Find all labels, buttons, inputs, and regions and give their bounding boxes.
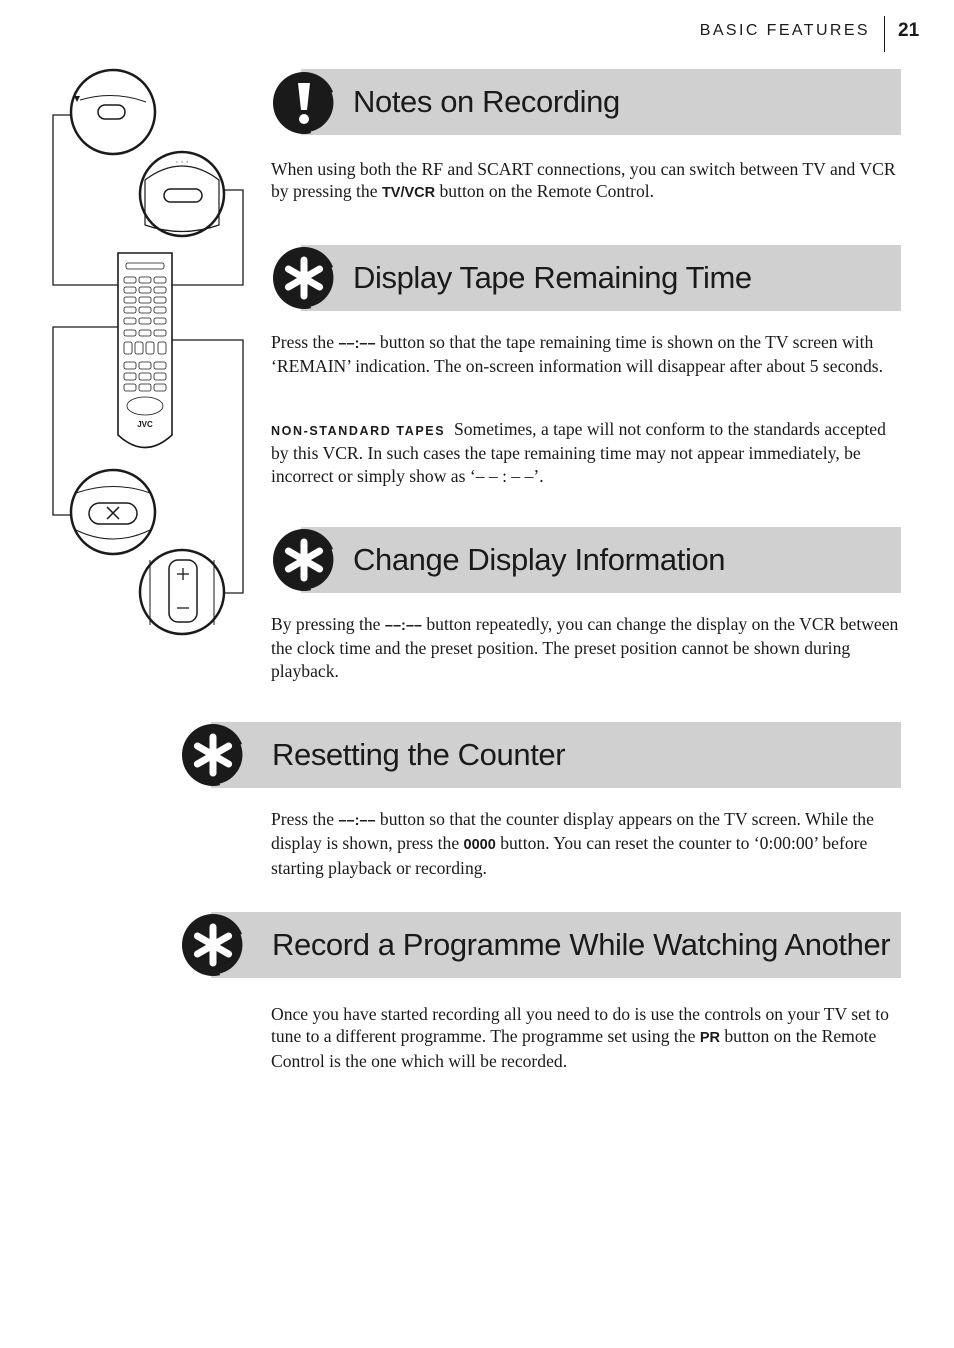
section-title: Display Tape Remaining Time <box>353 260 752 295</box>
pr-button-label: PR <box>699 1030 720 1047</box>
section-body: Press the ––:–– button so that the tape remaining time is shown on the TV screen with ‘REMAIN’ indication. The on-screen information will disappear after about 5 seconds. <box>271 332 884 377</box>
counter-reset-button-label: 0000 <box>463 837 496 854</box>
zoom-display-button <box>140 152 224 236</box>
display-button-label: ––:–– <box>384 618 422 634</box>
remote-brand-logo: JVC <box>137 420 153 429</box>
header-divider <box>884 16 885 52</box>
tv-vcr-button-label: TV/VCR <box>381 185 436 202</box>
asterisk-icon <box>271 527 337 593</box>
remote-body <box>118 253 172 448</box>
asterisk-icon <box>180 722 246 788</box>
display-button-label: ––:–– <box>338 813 376 829</box>
display-button-label: ––:–– <box>338 336 376 352</box>
zoom-pr-rocker <box>140 550 224 634</box>
section-title: Record a Programme While Watching Another <box>272 927 891 962</box>
exclamation-icon <box>271 70 337 136</box>
section-note: NON-STANDARD TAPES Sometimes, a tape will not conform to the standards accepted by this VCR. In such cases the tape remaining time may not appear immediately, be incorrect or simply show as ‘– – : – –’. <box>271 419 886 486</box>
zoom-cancel-button <box>71 470 155 554</box>
section-body: Press the ––:–– button so that the counter display appears on the TV screen. While the display is shown, press the 0000 button. You can reset the counter to ‘0:00:00’ before starting playback or recording. <box>271 809 874 878</box>
svg-text:· · ·: · · · <box>175 158 189 167</box>
section-body: By pressing the ––:–– button repeatedly, you can change the display on the VCR between the clock time and the preset position. The preset position cannot be shown during playback. <box>271 614 899 681</box>
note-label: NON-STANDARD TAPES <box>271 424 446 438</box>
section-title: Change Display Information <box>353 542 726 577</box>
page-number: 21 <box>898 20 920 41</box>
section-title: Notes on Recording <box>353 84 620 119</box>
asterisk-icon <box>271 245 337 311</box>
remote-control-illustration <box>40 60 260 640</box>
section-label: BASIC FEATURES <box>699 22 870 39</box>
section-body: Once you have started recording all you need to do is use the controls on your TV set to tune to a different programme. The programme set using the PR button on the Remote Control is the one which will be recorded. <box>271 1004 889 1071</box>
zoom-tvvcr-button <box>71 70 155 154</box>
asterisk-icon <box>180 912 246 978</box>
section-body: When using both the RF and SCART connections, you can switch between TV and VCR by pressing the TV/VCR button on the Remote Control. <box>271 159 896 202</box>
section-title: Resetting the Counter <box>272 737 566 772</box>
